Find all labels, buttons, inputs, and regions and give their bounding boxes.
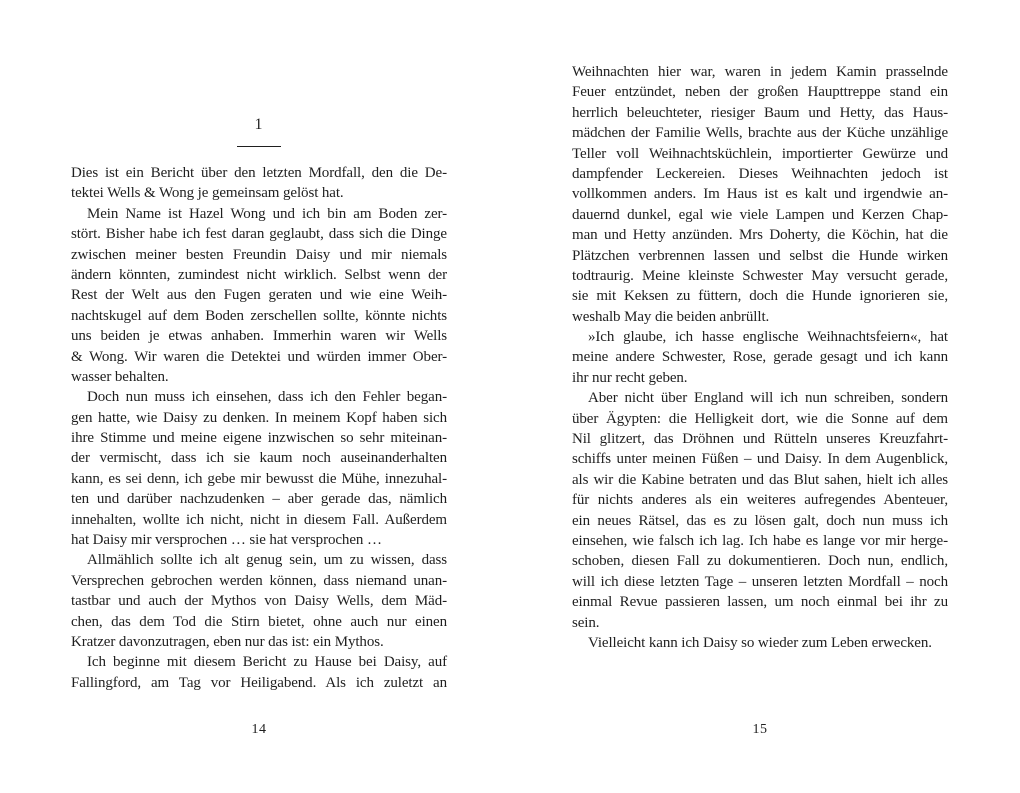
left-page (71, 0, 447, 793)
page-number-left: 14 (251, 722, 267, 737)
text-line: gen hatte, wie Daisy zu denken. In meinem Kopf haben sich (71, 409, 447, 426)
text-line: über Ägypten: die Helligkeit dort, wie die Sonne auf dem (572, 410, 948, 427)
text-line: sein. (572, 614, 600, 631)
text-line: ihr nur recht geben. (572, 369, 688, 386)
text-line: dauernd dunkel, egal wie viele Lampen und Kerzen Chap- (572, 206, 948, 223)
text-line: wasser behalten. (71, 368, 169, 385)
text-line: einsehen, wie falsch ich lag. Ich habe es lange vor mir herge- (572, 532, 948, 549)
text-line: einmal Revue passieren lassen, um noch einmal bei ihr zu (572, 594, 948, 611)
text-line: ten und darüber nachzudenken – aber gerade das, nämlich (71, 491, 447, 508)
text-line: tastbar und auch der Mythos von Daisy Wells, dem Mäd- (71, 593, 447, 610)
text-line: dampfender Leckereien. Dieses Weihnachten jedoch ist (572, 165, 948, 182)
text-line: todtraurig. Meine kleinste Schwester May versucht gerade, (572, 267, 948, 284)
page-number-right: 15 (752, 722, 768, 737)
text-line: Teller voll Weihnachtsküchlein, importierter Gewürze und (572, 145, 948, 162)
text-line: & Wong. Wir waren die Detektei und würden immer Ober- (71, 348, 447, 365)
text-line: ihre Stimme und meine eigene inzwischen so sehr miteinan- (71, 430, 447, 447)
text-line: Rest der Welt aus den Fugen geraten und wie eine Weih- (71, 287, 447, 304)
text-line: Weihnachten hier war, waren in jedem Kamin prasselnde (572, 64, 948, 80)
text-line: uns beiden je etwas anhaben. Immerhin waren wir Wells (71, 328, 447, 345)
text-line: schiffs unter meinen Füßen – und Daisy. In dem Augenblick, (572, 451, 948, 468)
text-line: ändern könnten, zumindest nicht wirklich. Selbst wenn der (71, 266, 447, 283)
text-line: sie mit Keksen zu füttern, doch die Hunde ignorieren sie, (572, 288, 948, 305)
right-page (572, 0, 948, 793)
text-line: hat Daisy mir versprochen … sie hat versprochen … (71, 532, 382, 549)
text-line: tektei Wells & Wong je gemeinsam gelöst hat. (71, 185, 344, 202)
text-line: man und Hetty anzünden. Mrs Doherty, die Köchin, hat die (572, 227, 948, 244)
text-line: »Ich glaube, ich hasse englische Weihnachtsfeiern«, hat (588, 329, 948, 346)
right-page-text (572, 62, 948, 653)
chapter-rule (237, 146, 281, 147)
text-line: Fallingford, am Tag vor Heiligabend. Als ich zuletzt an (71, 674, 447, 691)
text-line: stört. Bisher habe ich fest daran geglaubt, dass sich die Dinge (71, 226, 447, 243)
text-line: Doch nun muss ich einsehen, dass ich den Fehler began- (87, 389, 447, 406)
text-line: Ich beginne mit diesem Bericht zu Hause bei Daisy, auf (87, 654, 447, 671)
text-line: als wir die Kabine betraten und das Blut sahen, hielt ich alles (572, 471, 948, 488)
text-line: Plätzchen verbrennen lassen und selbst die Hunde wirken (572, 247, 948, 264)
text-line: kann, es sei denn, ich gebe mir bewusst die Mühe, innezuhal- (71, 470, 447, 487)
text-line: für nichts anderes als ein weiteres aufregendes Abenteuer, (572, 492, 948, 509)
text-line: Versprechen gebrochen werden können, dass niemand unan- (71, 572, 447, 589)
text-line: innehalten, wollte ich nicht, nicht in diesem Fall. Außerdem (71, 511, 447, 528)
text-line: schoben, diesen Fall zu dokumentieren. Doch nun, endlich, (572, 553, 948, 570)
text-line: weshalb May die beiden anbrüllt. (572, 308, 770, 325)
text-line: Vielleicht kann ich Daisy so wieder zum Leben erwecken. (588, 634, 932, 651)
text-line: Feuer entzündet, neben der großen Haupttreppe stand ein (572, 84, 948, 101)
text-line: zwischen meiner besten Freundin Daisy und mir niemals (71, 246, 447, 263)
left-page-text (71, 163, 447, 693)
chapter-number: 1 (254, 116, 264, 133)
text-line: herrlich beleuchteter, riesiger Baum und Hetty, das Haus- (572, 104, 948, 121)
text-line: Kratzer davonzutragen, eben nur das ist: ein Mythos. (71, 633, 384, 650)
text-line: nachtskugel auf dem Boden zerschellen sollte, könnte nichts (71, 307, 447, 324)
text-line: ein neues Rätsel, das es zu lösen galt, doch nun muss ich (572, 512, 948, 529)
text-line: will ich diese letzten Tage – unseren letzten Mordfall – noch (572, 573, 948, 590)
text-line: der vermischt, dass ich sie kaum noch auseinanderhalten (71, 450, 447, 467)
text-line: meine andere Schwester, Rose, gerade gesagt und ich kann (572, 349, 948, 366)
text-line: Mein Name ist Hazel Wong und ich bin am Boden zer- (87, 205, 447, 222)
text-line: chen, das dem Tod die Stirn bietet, ohne auch nur einen (71, 613, 447, 630)
text-line: mädchen der Familie Wells, brachte aus der Küche unzählige (572, 125, 948, 142)
text-line: Nil glitzert, das Dröhnen und Rütteln unseres Kreuzfahrt- (572, 431, 948, 448)
text-line: vollkommen anders. Im Haus ist es kalt und irgendwie an- (572, 186, 948, 203)
text-line: Aber nicht über England will ich nun schreiben, sondern (588, 390, 948, 407)
text-line: Allmählich sollte ich alt genug sein, um zu wissen, dass (87, 552, 447, 569)
text-line: Dies ist ein Bericht über den letzten Mordfall, den die De- (71, 165, 447, 181)
